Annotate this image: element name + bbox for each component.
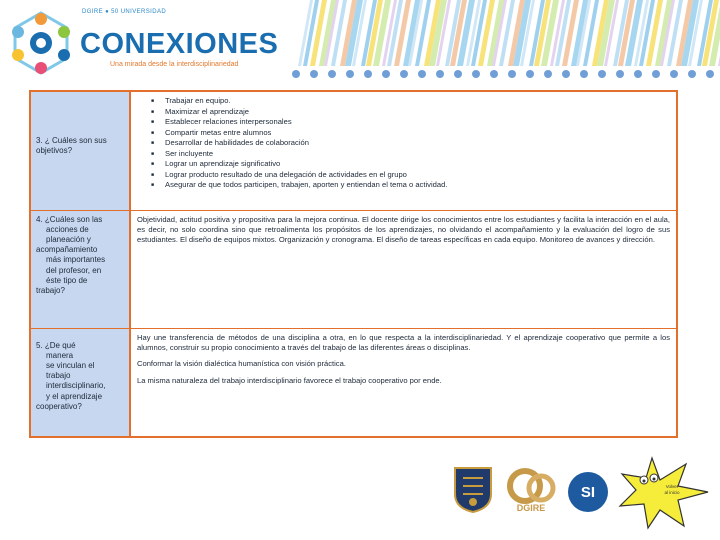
list-item: ■ Establecer relaciones interpersonales <box>151 117 670 128</box>
question-line: trabajo <box>46 371 71 381</box>
table-row <box>31 92 676 210</box>
question-line: interdisciplinario, <box>46 381 106 391</box>
unam-logo-icon <box>451 464 495 514</box>
decorative-dot <box>598 70 606 78</box>
star-text-line: al inicio <box>664 489 680 495</box>
decorative-dot <box>670 70 678 78</box>
list-item: ■ Asegurar de que todos participen, trabajen, aporten y entiendan el tema o actividad. <box>151 180 670 191</box>
decorative-dot <box>544 70 552 78</box>
question-cell <box>31 328 130 436</box>
question-line: y el aprendizaje <box>46 391 103 401</box>
question-line: trabajo? <box>36 285 65 295</box>
question-line: 5. ¿De qué <box>36 340 76 350</box>
answer-paragraph: Objetividad, actitud positiva y propositiva para la mejora continua. El docente dirige los conocimientos entre los estudiantes y facilita la interacción en el aula, es decir, no solo coordina sino que retroalimenta los propósitos de los aprendizajes, no olvidando el acompañamiento y la evaluación del logro de sus estudiantes. El diseño de equipos mixtos. Organización y cronograma. El diseño de tareas específicas en cada equipo. Monitoreo de avances y dirección. <box>137 214 670 245</box>
decorative-dot <box>688 70 696 78</box>
logo-subtitle: Una mirada desde la interdisciplinariedad <box>110 61 239 68</box>
decorative-dot <box>616 70 624 78</box>
question-line: acompañamiento <box>36 245 98 255</box>
question-cell <box>31 210 130 328</box>
decorative-dot <box>652 70 660 78</box>
list-item: ■ Ser incluyente <box>151 149 670 160</box>
answer-cell <box>130 92 676 210</box>
si-logo-icon <box>566 470 610 514</box>
question-line: se vinculan el <box>46 360 95 370</box>
decorative-dot <box>292 70 300 78</box>
decorative-dot <box>400 70 408 78</box>
decorative-dot <box>706 70 714 78</box>
logo-title: CONEXIONES <box>80 28 279 60</box>
list-item: ■ Compartir metas entre alumnos <box>151 128 670 139</box>
answer-cell <box>130 328 676 436</box>
table-row <box>31 210 676 328</box>
si-logo-text: SI <box>580 484 596 501</box>
header <box>0 0 720 92</box>
decorative-dot <box>454 70 462 78</box>
answer-paragraph: Conformar la visión dialéctica humanística con visión práctica. <box>137 359 346 369</box>
dgire-logo-text: DGIRE <box>516 503 546 513</box>
question-line: planeación y <box>46 234 91 244</box>
decorative-dot <box>346 70 354 78</box>
decorative-dot <box>634 70 642 78</box>
question-line: manera <box>46 350 74 360</box>
question-line: cooperativo? <box>36 401 82 411</box>
decorative-dot <box>310 70 318 78</box>
question-line: éste tipo de <box>46 275 88 285</box>
decorative-dot <box>472 70 480 78</box>
decorative-dot <box>436 70 444 78</box>
list-item: ■ Lograr producto resultado de una delegación de actividades en el grupo <box>151 170 670 181</box>
question-line: 3. ¿ Cuáles son sus <box>36 136 107 145</box>
star-text-line: Volver <box>665 484 679 489</box>
dgire-logo-icon <box>505 466 557 514</box>
decorative-dot <box>562 70 570 78</box>
question-line: del profesor, en <box>46 265 102 275</box>
question-line: objetivos? <box>36 146 73 156</box>
decorative-dot <box>490 70 498 78</box>
answer-paragraph: La misma naturaleza del trabajo interdisciplinario favorece el trabajo cooperativo por ende. <box>137 375 442 385</box>
question-line: más importantes <box>46 255 106 265</box>
decorative-dot <box>580 70 588 78</box>
logo-small-text: DGIRE ● 50 UNIVERSIDAD <box>82 9 167 15</box>
content-table <box>29 90 678 438</box>
answer-cell <box>130 210 676 328</box>
decorative-dot <box>418 70 426 78</box>
back-to-start-label[interactable] <box>660 484 684 495</box>
conexiones-logo-icon <box>8 10 74 76</box>
decorative-stripes <box>290 0 720 82</box>
question-line: acciones de <box>46 224 89 234</box>
list-item: ■ Lograr un aprendizaje significativo <box>151 159 670 170</box>
decorative-dot <box>508 70 516 78</box>
decorative-dot <box>382 70 390 78</box>
question-cell <box>31 92 130 210</box>
table-row <box>31 328 676 436</box>
list-item: ■ Desarrollar de habilidades de colaboración <box>151 138 670 149</box>
decorative-dot <box>364 70 372 78</box>
list-item: ■ Maximizar el aprendizaje <box>151 107 670 118</box>
answer-paragraph: Hay une transferencia de métodos de una disciplina a otra, en lo que respecta a la interdisciplinariedad. Y el aprendizaje cooperativo que permite a los alumnos, construir su propio conocimiento a través del trabajo de las diferentes áreas o disciplinas. <box>137 332 670 352</box>
decorative-dot <box>328 70 336 78</box>
objectives-list <box>137 96 670 191</box>
question-line: 4. ¿Cuáles son las <box>36 214 103 224</box>
decorative-dot <box>526 70 534 78</box>
list-item: ■ Trabajar en equipo. <box>151 96 670 107</box>
